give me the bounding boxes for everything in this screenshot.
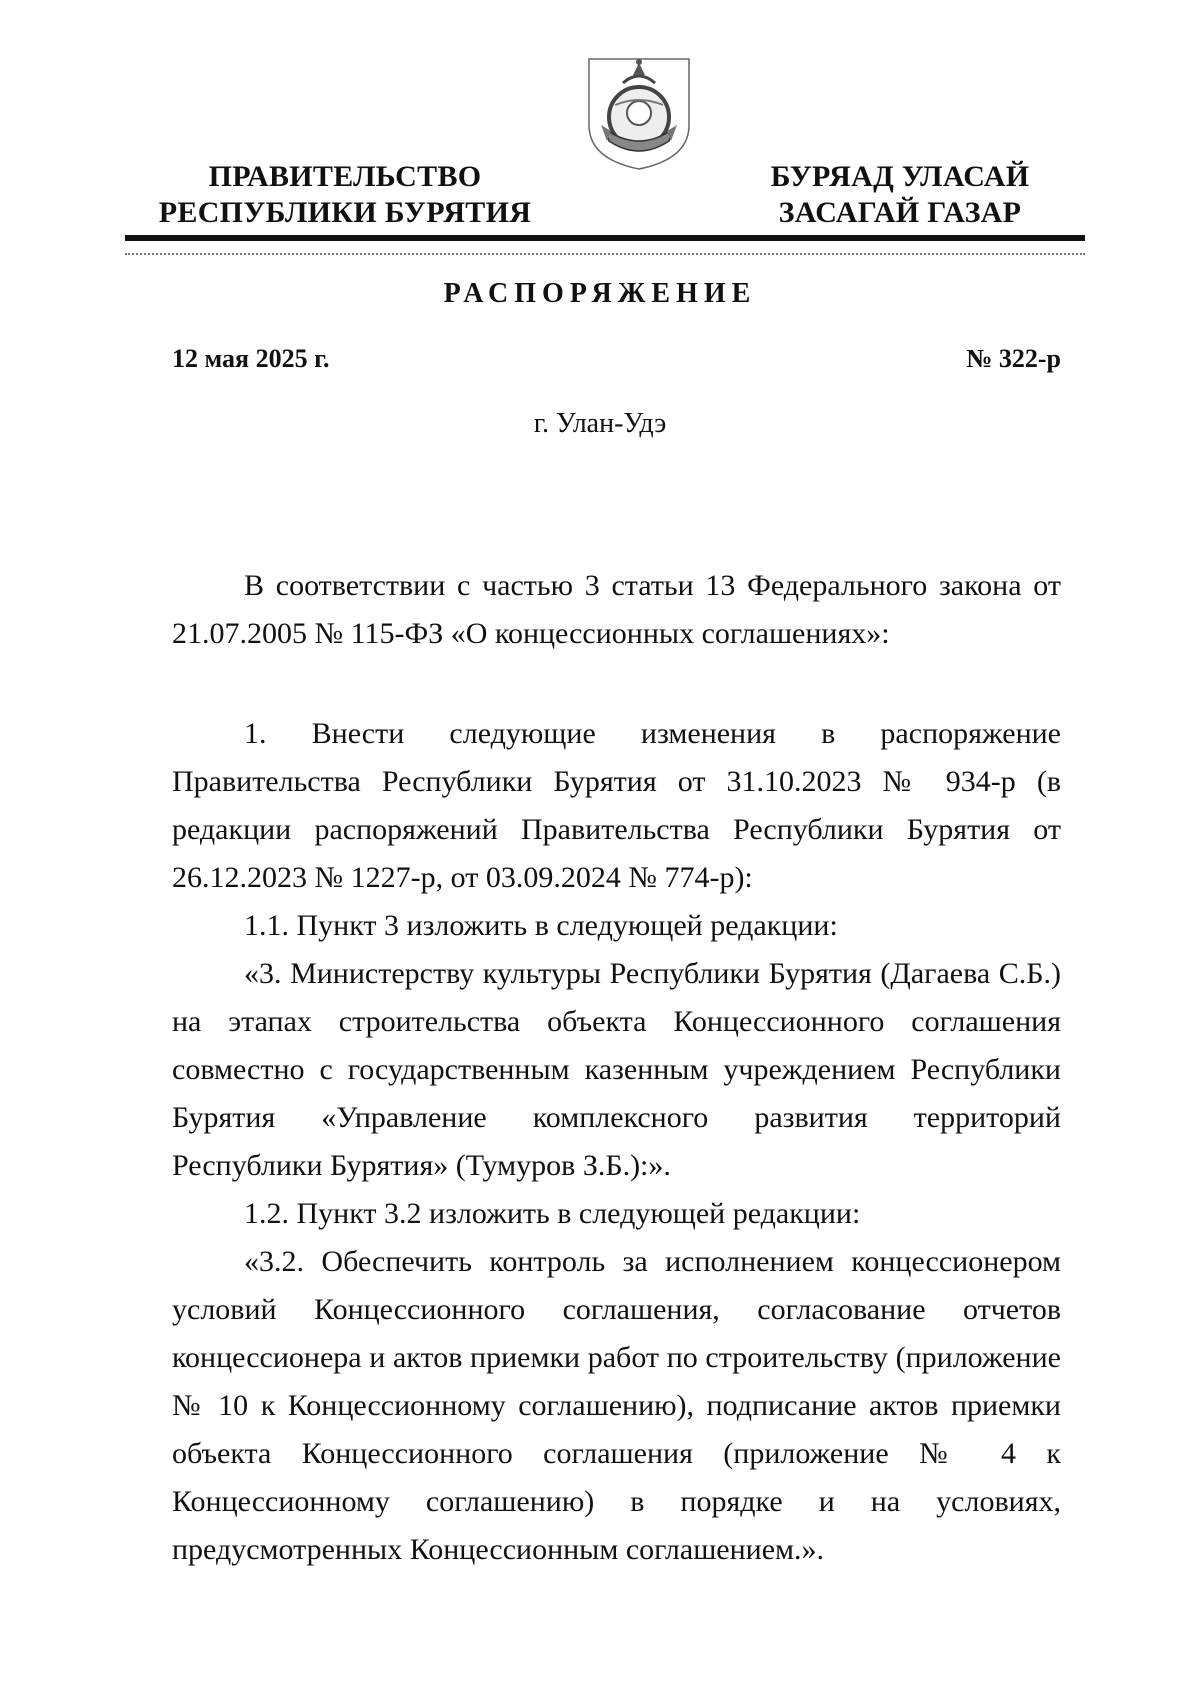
- document-date: 12 мая 2025 г.: [172, 344, 330, 373]
- header-left-line1: ПРАВИТЕЛЬСТВО: [208, 160, 482, 193]
- document-city: г. Улан-Удэ: [533, 408, 667, 439]
- paragraph-1-1: 1.1. Пункт 3 изложить в следующей редакции:: [244, 909, 838, 942]
- document-number: № 322-р: [966, 344, 1061, 373]
- paragraph-1: 1. Внести следующие изменения в распоряжение Правительства Республики Бурятия от 31.10.2023 № 934-р (в редакции распоряжений Правительства Республики Бурятия от 26.12.2023 № 1227-р, от 03.09.2024 № 774-р):: [172, 717, 1061, 894]
- header-divider-thin: [125, 253, 1085, 255]
- header-left: [150, 159, 540, 231]
- header-left-line2: РЕСПУБЛИКИ БУРЯТИЯ: [158, 196, 532, 229]
- preamble-block: [172, 562, 1061, 658]
- paragraph-1-2: 1.2. Пункт 3.2 изложить в следующей редакции:: [244, 1197, 861, 1230]
- header-right-line1: БУРЯАД УЛАСАЙ: [770, 160, 1030, 193]
- document-title: РАСПОРЯЖЕНИЕ: [443, 278, 757, 309]
- paragraph-1-1-text: «3. Министерству культуры Республики Бурятия (Дагаева С.Б.) на этапах строительства объекта Концессионного соглашения совместно с государственным казенным учреждением Республики Бурятия «Управление комплексного развития территорий Республики Бурятия» (Тумуров З.Б.):».: [172, 957, 1061, 1182]
- resolution-body: [172, 710, 1061, 1574]
- header-divider-thick: [125, 235, 1085, 241]
- header-right: [735, 159, 1065, 231]
- paragraph-1-2-text: «3.2. Обеспечить контроль за исполнением концессионером условий Концессионного соглашения, согласование отчетов концессионера и актов приемки работ по строительству (приложение № 10 к Концессионному соглашению), подписание актов приемки объекта Концессионного соглашения (приложение № 4 к Концессионному соглашению) в порядке и на условиях, предусмотренных Концессионным соглашением.».: [172, 1245, 1061, 1566]
- preamble-text: В соответствии с частью 3 статьи 13 Федерального закона от 21.07.2005 № 115-ФЗ «О концессионных соглашениях»:: [172, 569, 1061, 650]
- coat-of-arms-emblem: [583, 55, 695, 173]
- header-right-line2: ЗАСАГАЙ ГАЗАР: [778, 196, 1022, 229]
